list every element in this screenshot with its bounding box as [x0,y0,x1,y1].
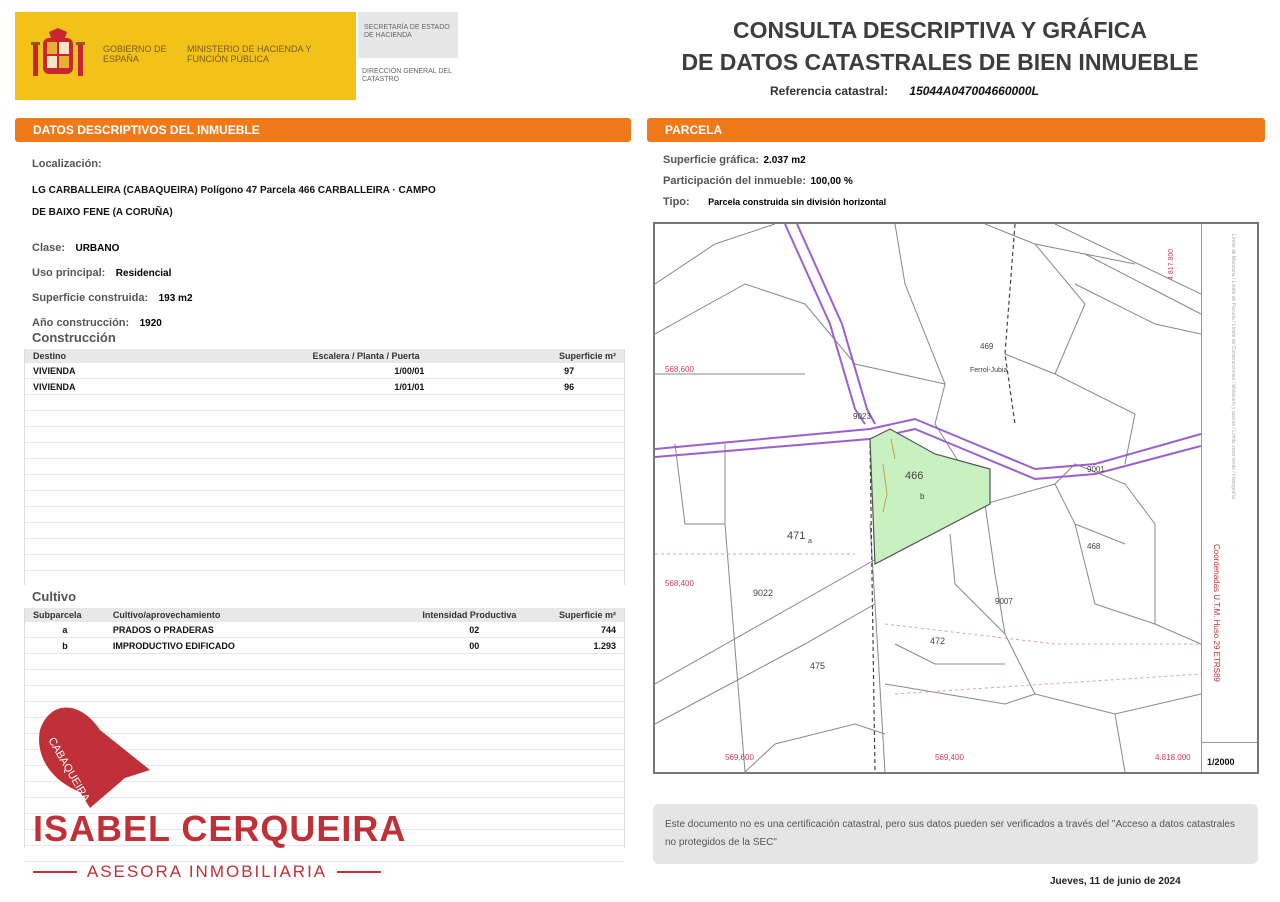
brand-subtitle: ASESORA INMOBILIARIA [86,862,328,881]
cell-superficie: 97 [564,365,575,376]
secretaria-label: SECRETARÍA DE ESTADO DE HACIENDA [358,12,458,58]
sup-grafica-value: 2.037 m2 [763,155,806,166]
superficie-row [32,288,612,309]
map-label: a [808,538,812,545]
map-label: 472 [930,636,946,646]
uso-row [32,263,612,284]
construccion-header [25,349,624,363]
location-label: Localización: [32,158,102,170]
title-line-1: CONSULTA DESCRIPTIVA Y GRÁFICA [732,17,1148,43]
coat-of-arms-icon [29,26,87,86]
table-row [25,379,624,395]
cell-escalera: 1/01/01 [394,381,425,392]
col-superficie: Superficie m² [558,351,616,361]
parcel-info [663,150,1223,213]
cell-destino: VIVIENDA [33,365,76,376]
construccion-table [24,349,625,585]
cell-superficie: 744 [600,624,616,635]
tipo-label: Tipo: [663,196,690,208]
cell-intensidad: 00 [469,640,480,651]
direccion-label: DIRECCIÓN GENERAL DEL CATASTRO [362,68,452,83]
empty-row [25,654,624,670]
map-coord: 568,400 [665,579,694,588]
divider [337,871,381,873]
empty-row [25,459,624,475]
cell-cultivo: IMPRODUCTIVO EDIFICADO [112,640,235,651]
uso-label: Uso principal: [32,267,106,279]
empty-row [25,555,624,571]
map-label: 9007 [995,597,1013,606]
map-coord: 4.818.000 [1155,753,1191,762]
brand-mark-text: CABAQUEIRA [45,735,92,804]
map-label: 468 [1087,542,1101,551]
descriptive-data-bar: DATOS DESCRIPTIVOS DEL INMUEBLE [15,118,631,142]
ref-label: Referencia catastral: [770,84,889,98]
map-label: 469 [980,342,994,351]
clase-value: URBANO [75,243,120,254]
legend-drawing [1202,224,1258,744]
cultivo-title: Cultivo [32,589,77,604]
table-row [25,638,624,654]
col-escalera: Escalera / Planta / Puerta [312,351,420,361]
government-logo [15,12,356,100]
sup-grafica-row [663,150,1223,171]
cell-superficie: 1.293 [593,640,616,651]
construccion-title: Construcción [32,330,116,345]
superficie-value: 193 m2 [158,293,193,304]
utm-text: Coordenadas U.T.M. Huso 29 ETRS89 [1212,544,1221,682]
col-intensidad: Intensidad Productiva [422,610,517,620]
map-label: 9022 [753,588,774,598]
col-subparcela: Subparcela [33,610,82,620]
property-info [32,158,612,334]
brand-logo-icon [30,700,170,808]
cadastral-reference [770,84,1039,98]
table-row [25,363,624,379]
empty-row [25,539,624,555]
map-coord: 569,400 [935,753,964,762]
cell-intensidad: 02 [469,624,480,635]
cultivo-header [25,608,624,622]
empty-row [25,427,624,443]
particip-value: 100,00 % [810,176,853,187]
map-label: 9023 [853,412,871,421]
document-date: Jueves, 11 de junio de 2024 [1050,876,1181,887]
col-cultivo: Cultivo/aprovechamiento [112,610,221,620]
cell-subparcela: b [62,640,68,651]
sup-grafica-label: Superficie gráfica: [663,154,759,166]
disclaimer-note: Este documento no es una certificación catastral, pero sus datos pueden ser verificados a través del "Acceso a datos catastrales no protegidos de la SEC" [653,804,1258,864]
clase-row [32,238,612,259]
parcel-subletter: b [920,492,925,501]
empty-row [25,411,624,427]
col-destino: Destino [33,351,67,361]
location-value: LG CARBALLEIRA (CABAQUEIRA) Polígono 47 Parcela 466 CARBALLEIRA · CAMPO DE BAIXO FENE (A CORUÑA) [32,185,436,218]
map-legend-strip [1201,224,1257,772]
parcel-bar: PARCELA [647,118,1265,142]
empty-row [25,523,624,539]
tipo-value: Parcela construida sin división horizontal [708,197,887,207]
superficie-label: Superficie construida: [32,292,149,304]
map-drawing [655,224,1201,772]
brand-subtitle-row [33,862,381,882]
empty-row [25,395,624,411]
empty-row [25,507,624,523]
cell-subparcela: a [62,624,68,635]
map-coord: 568,600 [665,365,694,374]
anio-label: Año construcción: [32,317,130,329]
map-label: 9001 [1087,465,1105,474]
particip-label: Participación del inmueble: [663,175,807,187]
table-row [25,622,624,638]
document-title [660,14,1220,78]
anio-value: 1920 [139,318,162,329]
map-coord: 569,600 [725,753,754,762]
ministry-label: MINISTERIO DE HACIENDA Y FUNCIÓN PÚBLICA [187,44,312,64]
col-superficie: Superficie m² [558,610,616,620]
parcel-number: 466 [905,470,924,482]
ref-value: 15044A047004660000L [909,84,1039,98]
anio-row [32,313,612,334]
uso-value: Residencial [115,268,172,279]
cadastral-map[interactable] [653,222,1259,774]
divider [33,871,77,873]
clase-label: Clase: [32,242,66,254]
cell-escalera: 1/00/01 [394,365,425,376]
map-label: 475 [810,661,826,671]
tipo-row [663,192,1223,213]
cell-superficie: 96 [564,381,575,392]
brand-name: ISABEL CERQUEIRA [33,808,407,849]
legend-text: Límite de Manzana / Límite de Parcela / Límite de Construcciones / Mobiliario y aceras / Límite zona verde / Hidrografía [1230,234,1236,499]
empty-row [25,491,624,507]
empty-row [25,475,624,491]
map-coord: 4.817.800 [1168,248,1175,280]
particip-row [663,171,1223,192]
empty-row [25,443,624,459]
cell-cultivo: PRADOS O PRADERAS [112,624,214,635]
cell-destino: VIVIENDA [33,381,76,392]
map-label: Ferrol-Jubia [970,367,1008,374]
title-line-2: DE DATOS CATASTRALES DE BIEN INMUEBLE [681,49,1199,75]
map-label: 471 [787,530,806,542]
empty-row [25,670,624,686]
gov-label: GOBIERNO DE ESPAÑA [103,44,167,64]
map-scale: 1/2000 [1201,742,1257,772]
